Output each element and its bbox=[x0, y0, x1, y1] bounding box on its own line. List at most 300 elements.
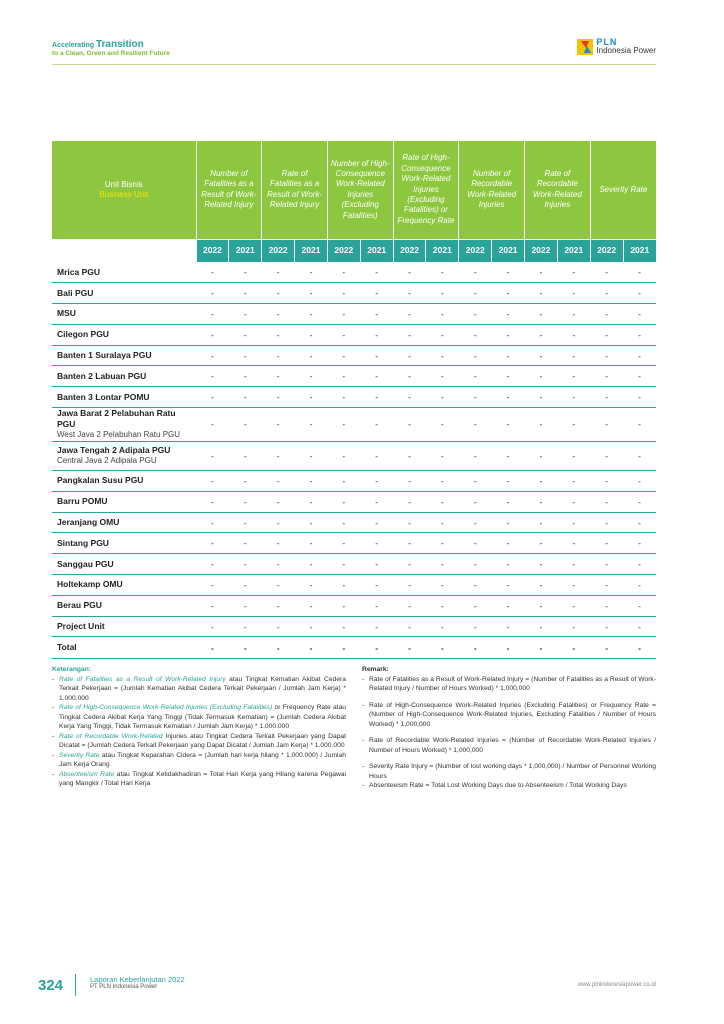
value-cell: - bbox=[623, 441, 656, 471]
value-cell: - bbox=[459, 491, 492, 512]
value-cell: - bbox=[393, 575, 426, 596]
value-cell: - bbox=[196, 262, 229, 283]
value-cell: - bbox=[557, 304, 590, 325]
unit-name: Bali PGU bbox=[57, 287, 94, 298]
value-cell: - bbox=[360, 554, 393, 575]
value-cell: - bbox=[426, 595, 459, 616]
value-cell: - bbox=[229, 262, 262, 283]
value-cell: - bbox=[229, 595, 262, 616]
value-cell: - bbox=[393, 408, 426, 441]
table-row bbox=[52, 512, 656, 533]
value-cell: - bbox=[459, 512, 492, 533]
value-cell: - bbox=[590, 471, 623, 492]
value-cell: - bbox=[393, 491, 426, 512]
value-cell: - bbox=[525, 616, 558, 637]
value-cell: - bbox=[557, 324, 590, 345]
value-cell: - bbox=[459, 471, 492, 492]
value-cell: - bbox=[557, 408, 590, 441]
value-cell: - bbox=[196, 471, 229, 492]
note-en-item: - Rate of Recordable Work-Related Injuries = (Number of Recordable Work-Related Injuries / Number of Hours Worked) * 1,000,000 bbox=[362, 736, 656, 755]
value-cell: - bbox=[557, 366, 590, 387]
value-cell: - bbox=[196, 304, 229, 325]
value-cell: - bbox=[393, 595, 426, 616]
year-header: 2022 bbox=[393, 239, 426, 262]
value-cell: - bbox=[525, 637, 558, 659]
value-cell: - bbox=[557, 262, 590, 283]
value-cell: - bbox=[196, 441, 229, 471]
value-cell: - bbox=[426, 554, 459, 575]
unit-name-cell bbox=[52, 324, 196, 345]
value-cell: - bbox=[590, 512, 623, 533]
note-definition: atau Tingkat Kematian Akibat Cedera Terkait Pekerjaan = (Jumlah Kematian Akibat Cedera Terkait Pekerjaan / Jumlah Jam Kerja) * 1.000.000 bbox=[59, 675, 346, 702]
value-cell: - bbox=[393, 304, 426, 325]
value-cell: - bbox=[393, 387, 426, 408]
table-row bbox=[52, 533, 656, 554]
value-cell: - bbox=[459, 595, 492, 616]
value-cell: - bbox=[623, 533, 656, 554]
table-row bbox=[52, 441, 656, 471]
value-cell: - bbox=[623, 491, 656, 512]
value-cell: - bbox=[262, 408, 295, 441]
value-cell: - bbox=[557, 471, 590, 492]
value-cell: - bbox=[295, 441, 328, 471]
value-cell: - bbox=[623, 324, 656, 345]
value-cell: - bbox=[557, 441, 590, 471]
table-row bbox=[52, 283, 656, 304]
value-cell: - bbox=[623, 408, 656, 441]
value-cell: - bbox=[360, 387, 393, 408]
table-row bbox=[52, 637, 656, 659]
value-cell: - bbox=[262, 533, 295, 554]
value-cell: - bbox=[492, 471, 525, 492]
value-cell: - bbox=[426, 512, 459, 533]
value-cell: - bbox=[229, 387, 262, 408]
value-cell: - bbox=[360, 441, 393, 471]
value-cell: - bbox=[196, 366, 229, 387]
ohs-table bbox=[52, 141, 656, 659]
value-cell: - bbox=[262, 262, 295, 283]
value-cell: - bbox=[492, 262, 525, 283]
value-cell: - bbox=[262, 324, 295, 345]
table-row bbox=[52, 471, 656, 492]
value-cell: - bbox=[426, 324, 459, 345]
value-cell: - bbox=[393, 637, 426, 659]
year-header: 2022 bbox=[262, 239, 295, 262]
value-cell: - bbox=[557, 491, 590, 512]
value-cell: - bbox=[393, 366, 426, 387]
value-cell: - bbox=[492, 512, 525, 533]
note-en-item: - Absenteeism Rate = Total Lost Working Days due to Absenteeism / Total Working Days bbox=[362, 781, 656, 791]
value-cell: - bbox=[360, 512, 393, 533]
unit-name: Sanggau PGU bbox=[57, 558, 114, 569]
unit-name: Barru POMU bbox=[57, 496, 108, 507]
value-cell: - bbox=[262, 512, 295, 533]
logo-sub: Indonesia Power bbox=[596, 46, 656, 55]
value-cell: - bbox=[525, 512, 558, 533]
value-cell: - bbox=[525, 554, 558, 575]
value-cell: - bbox=[590, 441, 623, 471]
value-cell: - bbox=[196, 512, 229, 533]
value-cell: - bbox=[327, 387, 360, 408]
notes-english bbox=[362, 665, 656, 798]
value-cell: - bbox=[196, 637, 229, 659]
value-cell: - bbox=[459, 575, 492, 596]
ohs-table-wrapper bbox=[52, 141, 656, 659]
value-cell: - bbox=[360, 408, 393, 441]
unit-name: Cilegon PGU bbox=[57, 329, 109, 340]
company-logo bbox=[577, 38, 656, 55]
value-cell: - bbox=[557, 283, 590, 304]
value-cell: - bbox=[360, 575, 393, 596]
value-cell: - bbox=[426, 345, 459, 366]
value-cell: - bbox=[295, 283, 328, 304]
unit-name-cell bbox=[52, 575, 196, 596]
unit-name-cell bbox=[52, 471, 196, 492]
value-cell: - bbox=[262, 441, 295, 471]
unit-name-cell bbox=[52, 304, 196, 325]
value-cell: - bbox=[327, 283, 360, 304]
value-cell: - bbox=[229, 366, 262, 387]
value-cell: - bbox=[393, 441, 426, 471]
tagline-line2: to a Clean, Green and Resilient Future bbox=[52, 49, 170, 57]
unit-name: Pangkalan Susu PGU bbox=[57, 475, 144, 486]
value-cell: - bbox=[557, 345, 590, 366]
value-cell: - bbox=[262, 345, 295, 366]
value-cell: - bbox=[229, 304, 262, 325]
value-cell: - bbox=[557, 595, 590, 616]
value-cell: - bbox=[525, 408, 558, 441]
value-cell: - bbox=[525, 575, 558, 596]
value-cell: - bbox=[196, 283, 229, 304]
value-cell: - bbox=[459, 387, 492, 408]
value-cell: - bbox=[360, 637, 393, 659]
value-cell: - bbox=[229, 324, 262, 345]
value-cell: - bbox=[295, 324, 328, 345]
value-cell: - bbox=[327, 575, 360, 596]
value-cell: - bbox=[557, 387, 590, 408]
metric-header: Rate of High-Consequence Work-Related Injuries (Excluding Fatalities) or Frequency Rate bbox=[393, 141, 459, 239]
value-cell: - bbox=[262, 637, 295, 659]
value-cell: - bbox=[525, 387, 558, 408]
unit-name-cell bbox=[52, 262, 196, 283]
value-cell: - bbox=[295, 345, 328, 366]
note-en-item: - Severity Rate Injury = (Number of lost working days * 1,000,000) / Number of Personnel Working Hours bbox=[362, 762, 656, 781]
value-cell: - bbox=[196, 491, 229, 512]
value-cell: - bbox=[492, 345, 525, 366]
value-cell: - bbox=[393, 471, 426, 492]
value-cell: - bbox=[459, 345, 492, 366]
logo-brand: PLN bbox=[596, 37, 618, 47]
unit-name: Project Unit bbox=[57, 621, 105, 632]
table-row bbox=[52, 366, 656, 387]
table-row bbox=[52, 324, 656, 345]
table-body bbox=[52, 262, 656, 659]
value-cell: - bbox=[590, 533, 623, 554]
value-cell: - bbox=[262, 366, 295, 387]
value-cell: - bbox=[327, 512, 360, 533]
value-cell: - bbox=[623, 387, 656, 408]
tagline-bold: Transition bbox=[95, 39, 144, 50]
value-cell: - bbox=[459, 324, 492, 345]
value-cell: - bbox=[459, 408, 492, 441]
year-header: 2022 bbox=[525, 239, 558, 262]
value-cell: - bbox=[459, 533, 492, 554]
note-term: Absenteeism Rate bbox=[59, 770, 115, 778]
pln-logo-icon bbox=[577, 39, 593, 55]
value-cell: - bbox=[492, 595, 525, 616]
value-cell: - bbox=[393, 324, 426, 345]
value-cell: - bbox=[623, 304, 656, 325]
value-cell: - bbox=[196, 554, 229, 575]
value-cell: - bbox=[492, 304, 525, 325]
value-cell: - bbox=[492, 366, 525, 387]
value-cell: - bbox=[525, 491, 558, 512]
value-cell: - bbox=[557, 554, 590, 575]
unit-name-cell bbox=[52, 283, 196, 304]
value-cell: - bbox=[196, 324, 229, 345]
unit-name-cell bbox=[52, 595, 196, 616]
value-cell: - bbox=[262, 575, 295, 596]
note-term: Rate of Recordable Work-Related bbox=[59, 732, 163, 740]
unit-header-en: Business Unit bbox=[99, 190, 149, 199]
value-cell: - bbox=[196, 616, 229, 637]
value-cell: - bbox=[426, 262, 459, 283]
value-cell: - bbox=[360, 366, 393, 387]
value-cell: - bbox=[426, 471, 459, 492]
header-divider bbox=[52, 64, 656, 65]
value-cell: - bbox=[229, 283, 262, 304]
notes-en-title: Remark: bbox=[362, 666, 389, 673]
value-cell: - bbox=[623, 554, 656, 575]
unit-name: Holtekamp OMU bbox=[57, 579, 123, 590]
note-term: Rate of Fatalities as a Result of Work-Related Injury bbox=[59, 675, 226, 683]
unit-name: Banten 1 Suralaya PGU bbox=[57, 350, 152, 361]
value-cell: - bbox=[557, 575, 590, 596]
value-cell: - bbox=[295, 533, 328, 554]
unit-name: Jeranjang OMU bbox=[57, 517, 120, 528]
value-cell: - bbox=[262, 471, 295, 492]
value-cell: - bbox=[229, 345, 262, 366]
value-cell: - bbox=[229, 554, 262, 575]
unit-name-cell bbox=[52, 441, 196, 471]
note-id-item bbox=[52, 675, 346, 704]
value-cell: - bbox=[360, 533, 393, 554]
value-cell: - bbox=[590, 324, 623, 345]
unit-header bbox=[52, 141, 196, 239]
metric-header: Number of High-Consequence Work-Related Injuries (Excluding Fatalities) bbox=[327, 141, 393, 239]
value-cell: - bbox=[196, 408, 229, 441]
value-cell: - bbox=[590, 345, 623, 366]
note-id-item bbox=[52, 770, 346, 789]
value-cell: - bbox=[492, 408, 525, 441]
unit-name-cell bbox=[52, 512, 196, 533]
metric-header: Number of Fatalities as a Result of Work-Related Injury bbox=[196, 141, 262, 239]
value-cell: - bbox=[557, 637, 590, 659]
value-cell: - bbox=[623, 262, 656, 283]
value-cell: - bbox=[196, 533, 229, 554]
value-cell: - bbox=[295, 616, 328, 637]
value-cell: - bbox=[426, 408, 459, 441]
value-cell: - bbox=[557, 533, 590, 554]
value-cell: - bbox=[459, 366, 492, 387]
unit-name: Total bbox=[57, 642, 77, 653]
note-id-item bbox=[52, 751, 346, 770]
table-row bbox=[52, 616, 656, 637]
notes-id-list bbox=[52, 675, 346, 789]
value-cell: - bbox=[196, 345, 229, 366]
metric-header: Severity Rate bbox=[590, 141, 656, 239]
value-cell: - bbox=[295, 512, 328, 533]
value-cell: - bbox=[426, 616, 459, 637]
value-cell: - bbox=[229, 441, 262, 471]
value-cell: - bbox=[295, 304, 328, 325]
year-header: 2021 bbox=[229, 239, 262, 262]
value-cell: - bbox=[360, 491, 393, 512]
unit-name-cell bbox=[52, 387, 196, 408]
value-cell: - bbox=[459, 441, 492, 471]
value-cell: - bbox=[623, 512, 656, 533]
value-cell: - bbox=[295, 637, 328, 659]
value-cell: - bbox=[295, 491, 328, 512]
value-cell: - bbox=[360, 324, 393, 345]
value-cell: - bbox=[590, 554, 623, 575]
value-cell: - bbox=[196, 387, 229, 408]
value-cell: - bbox=[393, 554, 426, 575]
unit-header-id: Unit Bisnis bbox=[104, 179, 143, 189]
value-cell: - bbox=[393, 262, 426, 283]
value-cell: - bbox=[525, 595, 558, 616]
value-cell: - bbox=[393, 533, 426, 554]
value-cell: - bbox=[492, 616, 525, 637]
metric-header: Number of Recordable Work-Related Injuries bbox=[459, 141, 525, 239]
value-cell: - bbox=[295, 554, 328, 575]
value-cell: - bbox=[590, 283, 623, 304]
value-cell: - bbox=[393, 283, 426, 304]
value-cell: - bbox=[623, 616, 656, 637]
value-cell: - bbox=[492, 554, 525, 575]
value-cell: - bbox=[590, 408, 623, 441]
value-cell: - bbox=[492, 575, 525, 596]
value-cell: - bbox=[525, 324, 558, 345]
value-cell: - bbox=[623, 345, 656, 366]
value-cell: - bbox=[327, 304, 360, 325]
note-term: Severity Rate bbox=[59, 751, 100, 759]
value-cell: - bbox=[459, 304, 492, 325]
unit-name: Banten 3 Lontar POMU bbox=[57, 391, 150, 402]
value-cell: - bbox=[459, 554, 492, 575]
value-cell: - bbox=[393, 345, 426, 366]
unit-name-en: West Java 2 Pelabuhan Ratu PGU bbox=[57, 430, 181, 440]
table-row bbox=[52, 575, 656, 596]
note-en-item: - Rate of Fatalities as a Result of Work-Related Injury = (Number of Fatalities as a Result of Work-Related Injury / Number of Hours Worked) * 1,000,000 bbox=[362, 675, 656, 694]
value-cell: - bbox=[327, 637, 360, 659]
value-cell: - bbox=[196, 595, 229, 616]
value-cell: - bbox=[590, 616, 623, 637]
value-cell: - bbox=[360, 345, 393, 366]
value-cell: - bbox=[262, 616, 295, 637]
value-cell: - bbox=[327, 366, 360, 387]
value-cell: - bbox=[590, 262, 623, 283]
value-cell: - bbox=[525, 345, 558, 366]
value-cell: - bbox=[590, 387, 623, 408]
value-cell: - bbox=[525, 441, 558, 471]
note-en-item: - Rate of High-Consequence Work-Related Injuries (Excluding Fatalities) or Frequency Rate = (Number of High-Consequence Work-Related Injuries, Excluding Fatalities / Number of Hours Worked) * 1,000,000 bbox=[362, 701, 656, 730]
value-cell: - bbox=[426, 575, 459, 596]
tagline-prefix: Accelerating bbox=[52, 42, 95, 49]
value-cell: - bbox=[525, 471, 558, 492]
note-id-item bbox=[52, 732, 346, 751]
value-cell: - bbox=[327, 324, 360, 345]
value-cell: - bbox=[492, 637, 525, 659]
value-cell: - bbox=[426, 637, 459, 659]
table-row bbox=[52, 491, 656, 512]
unit-name: Berau PGU bbox=[57, 600, 102, 611]
unit-name-cell bbox=[52, 345, 196, 366]
value-cell: - bbox=[229, 575, 262, 596]
unit-name-en: Central Java 2 Adipala PGU bbox=[57, 456, 157, 466]
value-cell: - bbox=[295, 262, 328, 283]
year-header: 2021 bbox=[492, 239, 525, 262]
metric-header: Rate of Fatalities as a Result of Work-Related Injury bbox=[262, 141, 328, 239]
value-cell: - bbox=[623, 366, 656, 387]
value-cell: - bbox=[262, 491, 295, 512]
value-cell: - bbox=[525, 304, 558, 325]
value-cell: - bbox=[426, 491, 459, 512]
notes-en-list bbox=[362, 675, 656, 791]
value-cell: - bbox=[557, 616, 590, 637]
footer-url: www.plnindonesiapower.co.id bbox=[577, 982, 656, 988]
value-cell: - bbox=[623, 283, 656, 304]
table-row bbox=[52, 408, 656, 441]
value-cell: - bbox=[295, 575, 328, 596]
year-header: 2021 bbox=[557, 239, 590, 262]
unit-name: Mrica PGU bbox=[57, 266, 100, 277]
unit-name-cell bbox=[52, 637, 196, 659]
value-cell: - bbox=[360, 304, 393, 325]
unit-name: MSU bbox=[57, 308, 76, 319]
page-number: 324 bbox=[38, 977, 64, 994]
value-cell: - bbox=[492, 283, 525, 304]
value-cell: - bbox=[590, 491, 623, 512]
value-cell: - bbox=[229, 637, 262, 659]
unit-name: Jawa Barat 2 Pelabuhan Ratu PGU bbox=[57, 408, 176, 430]
value-cell: - bbox=[327, 262, 360, 283]
value-cell: - bbox=[360, 471, 393, 492]
value-cell: - bbox=[459, 262, 492, 283]
value-cell: - bbox=[262, 595, 295, 616]
value-cell: - bbox=[327, 471, 360, 492]
unit-name: Jawa Tengah 2 Adipala PGU bbox=[57, 445, 171, 456]
value-cell: - bbox=[327, 408, 360, 441]
value-cell: - bbox=[525, 283, 558, 304]
year-header: 2022 bbox=[459, 239, 492, 262]
metric-header: Rate of Recordable Work-Related Injuries bbox=[525, 141, 591, 239]
unit-name: Sintang PGU bbox=[57, 537, 109, 548]
value-cell: - bbox=[327, 345, 360, 366]
value-cell: - bbox=[295, 471, 328, 492]
value-cell: - bbox=[426, 283, 459, 304]
unit-name-cell bbox=[52, 554, 196, 575]
table-row bbox=[52, 554, 656, 575]
value-cell: - bbox=[525, 366, 558, 387]
table-row bbox=[52, 387, 656, 408]
value-cell: - bbox=[459, 283, 492, 304]
note-id-item bbox=[52, 703, 346, 732]
report-title: Laporan Keberlanjutan 2022 bbox=[90, 975, 185, 984]
note-definition: Injuries atau Tingkat Cedera Terkait Pekerjaan yang Dapat Dicatat = (Jumlah Cedera Terkait Pekerjaan yang Dapat Dicatat / Jumlah Jam Kerja) * 1.000.000 bbox=[59, 732, 347, 750]
value-cell: - bbox=[262, 387, 295, 408]
value-cell: - bbox=[393, 512, 426, 533]
